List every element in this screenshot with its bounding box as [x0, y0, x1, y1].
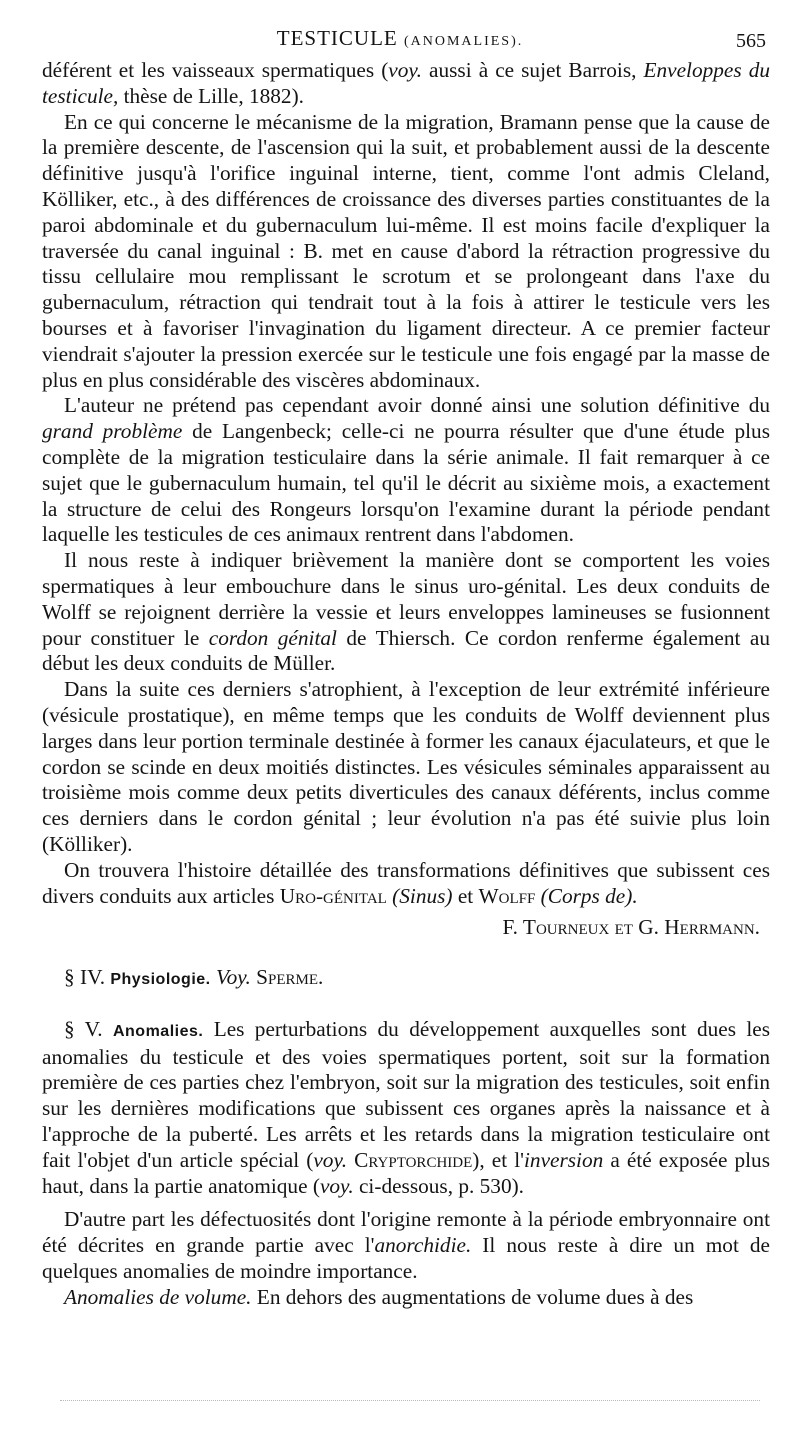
paragraph-cross-reference: On trouvera l'histoire détaillée des transformations définitives que subissent ces divers conduits aux articles Uro-génital (Sinus) et Wolff (Corps de). — [42, 857, 770, 908]
running-header — [0, 26, 800, 56]
author-signature: F. Tourneux et G. Herrmann. — [502, 915, 760, 940]
paragraph-langenbeck: L'auteur ne prétend pas cependant avoir donné ainsi une solution définitive du grand problème de Langenbeck; celle-ci ne pourra résulter que d'une étude plus complète de la migration testiculaire dans la série animale. Il fait remarquer à ce sujet que le gubernaculum humain, tel qu'il le décrit au sixième mois, a exactement la structure de celui des Rongeurs lorsqu'on l'examine durant la période pendant laquelle les testicules de ces animaux rentrent dans l'abdomen. — [42, 393, 770, 547]
header-subtitle: (ANOMALIES). — [403, 34, 524, 49]
scan-artifact-line — [60, 1400, 760, 1402]
section-number: § V. — [64, 1016, 103, 1041]
paragraph-muller-atrophy: Dans la suite ces derniers s'atrophient, à l'exception de leur extrémité inférieure (vésicule prostatique), en même temps que les conduits de Wolff deviennent plus larges dans leur portion terminale destinée à former les canaux éjaculateurs, et que le cordon se scinde en deux moitiés distinctes. Les vésicules séminales apparaissent au troisième mois comme deux petits diverticules des canaux déférents, inclus comme ces derniers dans le cordon génital ; leur évolution n'a pas été suivie plus loin (Kölliker). — [42, 677, 770, 856]
header-title — [0, 26, 800, 51]
section-number: § IV. — [64, 965, 106, 990]
section-anomalies: § V. Anomalies. Les perturbations du développement auxquelles sont dues les anomalies du testicule et des voies spermatiques portent, soit sur la formation première de ces parties chez l'embryon, soit sur la migration des testicules, soit enfin sur les dernières modifications que subissent ces organes après la naissance et à l'approche de la puberté. Les arrêts et les retards dans la migration testiculaire ont fait l'objet d'un article spécial (voy. Cryptorchide), et l'inversion a été exposée plus haut, dans la partie anatomique (voy. ci-dessous, p. 530). — [42, 1016, 771, 1198]
paragraph-migration-mechanism: En ce qui concerne le mécanisme de la migration, Bramann pense que la cause de la première descente, de l'ascension qui la suit, et probablement aussi de la descente définitive jusqu'à l'orifice inguinal interne, tient, comme l'ont admis Cleland, Kölliker, etc., à des différences de croissance des diverses parties constituantes de la paroi abdominale et du gubernaculum lui-même. Il est moins facile d'expliquer la traversée du canal inguinal : B. met en cause d'abord la rétraction progressive du tissu cellulaire mou remplissant le scrotum et se prolongeant dans l'axe du gubernaculum, rétraction qui tendrait tout à la fois à attirer le testicule vers les bourses et à favoriser l'invagination du ligament directeur. A ce premier facteur viendrait s'ajouter la pression exercée sur le testicule une fois engagé par la masse de plus en plus considérable des viscères abdominaux. — [42, 109, 770, 392]
paragraph-continuation: déférent et les vaisseaux spermatiques (voy. aussi à ce sujet Barrois, Enveloppes du testicule, thèse de Lille, 1882). — [42, 58, 770, 108]
paragraph-anorchidie: D'autre part les défectuosités dont l'origine remonte à la période embryonnaire ont été décrites en grande partie avec l'anorchidie. Il nous reste à dire un mot de quelques anomalies de moindre importance. — [42, 1207, 770, 1284]
paragraph-spermatic-ducts: Il nous reste à indiquer brièvement la manière dont se comportent les voies spermatiques à leur embouchure dans le sinus uro-génital. Les deux conduits de Wolff se rejoignent derrière la vessie et leurs enveloppes lamineuses se fusionnent pour constituer le cordon génital de Thiersch. Ce cordon renferme également au début les deux conduits de Müller. — [42, 548, 770, 676]
section-title: Anomalies. — [112, 1022, 204, 1040]
section-title: Physiologie. — [110, 971, 211, 989]
section-physiology: § IV. Physiologie. Voy. Sperme. — [64, 965, 324, 990]
header-title-main: TESTICULE — [276, 26, 398, 50]
page-number: 565 — [736, 30, 766, 52]
paragraph-volume-anomalies: Anomalies de volume. En dehors des augmentations de volume dues à des — [64, 1284, 694, 1309]
body-text — [42, 58, 770, 1311]
